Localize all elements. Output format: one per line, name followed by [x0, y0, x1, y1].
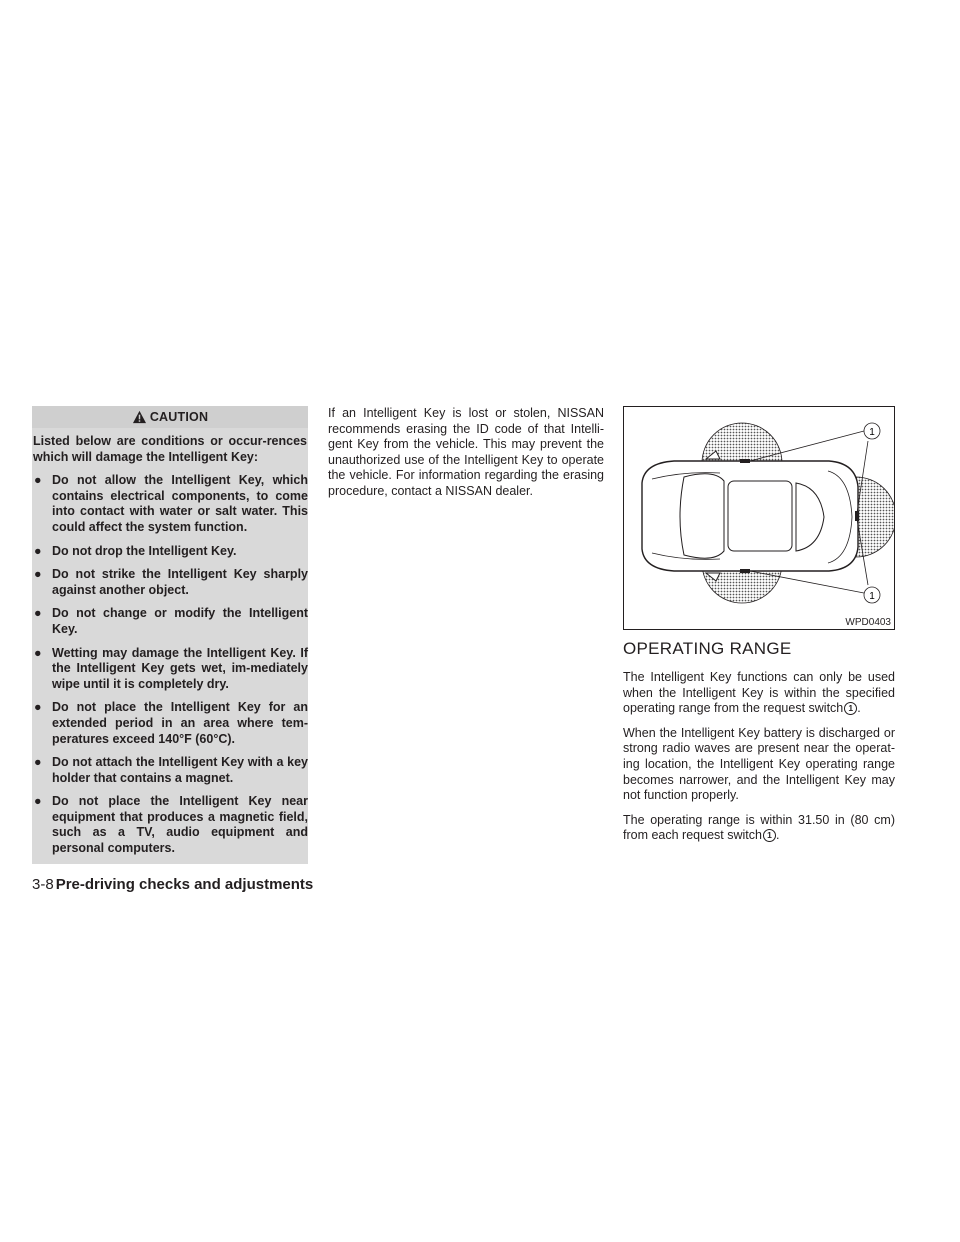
- operating-range-section: [623, 638, 895, 853]
- caution-intro: Listed below are conditions or occur-rences which will damage the Intelligent Key:: [33, 434, 307, 464]
- lost-key-paragraph: If an Intelligent Key is lost or stolen, NISSAN recommends erasing the ID code of that Intelli-gent Key from the vehicle. This may prevent the unauthorized use of the Intelligent Key to operate the vehicle. For information regarding the erasing procedure, contact a NISSAN dealer.: [328, 406, 604, 498]
- windshield: [680, 474, 724, 558]
- caution-list: [32, 473, 308, 856]
- caution-box: [32, 406, 308, 864]
- operating-range-heading: OPERATING RANGE: [623, 639, 792, 658]
- caution-header: [32, 406, 308, 428]
- request-switch-top: [740, 459, 750, 463]
- caution-title: CAUTION: [149, 410, 209, 424]
- car-range-diagram: [624, 407, 895, 630]
- caution-item: ● Do not place the Intelligent Key for an extended period in an area where tem-peratures exceed 140°F (60°C).: [34, 700, 308, 746]
- callout-ref: 1: [763, 829, 776, 842]
- operating-range-paragraph-1: The Intelligent Key functions can only be used when the Intelligent Key is within the specified operating range from the request switch 1 .: [623, 670, 895, 716]
- callout-ref: 1: [844, 702, 857, 715]
- operating-range-paragraph-3: The operating range is within 31.50 in (80 cm) from each request switch 1 .: [623, 812, 895, 843]
- caution-item: ● Do not attach the Intelligent Key with a key holder that contains a magnet.: [34, 755, 308, 785]
- operating-range-paragraph-2: When the Intelligent Key battery is discharged or strong radio waves are present near the operat-ing location, the Intelligent Key operating range becomes narrower, and the Intelligent Key may not function properly.: [623, 725, 895, 803]
- callout-top: 1: [869, 427, 875, 438]
- callout-bottom: 1: [869, 591, 875, 602]
- figure-code: WPD0403: [845, 617, 891, 628]
- caution-item: ● Do not strike the Intelligent Key sharply against another object.: [34, 567, 308, 597]
- operating-range-figure: [623, 406, 895, 630]
- request-switch-bottom: [740, 569, 750, 573]
- roof: [728, 481, 792, 551]
- caution-item: ● Wetting may damage the Intelligent Key. If the Intelligent Key gets wet, im-mediately wipe until it is completely dry.: [34, 645, 308, 691]
- range-zone-rear: [856, 477, 895, 557]
- page-footer: [32, 876, 313, 893]
- caution-item: ● Do not allow the Intelligent Key, which contains electrical components, to come into contact with water or salt water. This could affect the system function.: [34, 473, 308, 534]
- section-title: Pre-driving checks and adjustments: [55, 876, 314, 893]
- page-number: 3-8: [32, 876, 54, 893]
- caution-item: ● Do not drop the Intelligent Key.: [34, 543, 237, 558]
- caution-item: ● Do not place the Intelligent Key near equipment that produces a magnetic field, such as a TV, audio equipment and personal computers.: [34, 794, 308, 856]
- caution-item: ● Do not change or modify the Intelligent Key.: [34, 606, 308, 636]
- lost-key-section: [328, 406, 604, 500]
- warning-icon: [132, 410, 147, 424]
